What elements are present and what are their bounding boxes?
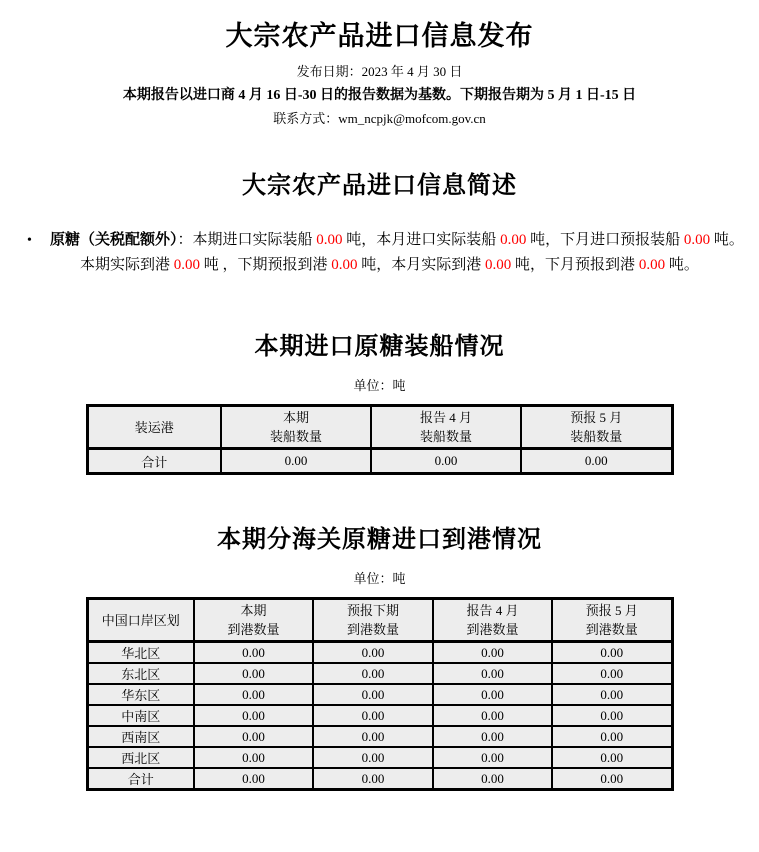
value-highlight: 0.00 [683, 232, 711, 248]
contact-label: 联系方式： [273, 111, 339, 126]
column-header-region: 中国口岸区划 [87, 599, 194, 642]
table-row [87, 642, 672, 664]
product-label: 原糖（关税配额外） [50, 232, 178, 248]
row-label: 华东区 [87, 684, 194, 705]
table-cell: 0.00 [433, 642, 552, 664]
summary-paragraph-1 [50, 228, 745, 253]
value-highlight: 0.00 [173, 257, 201, 273]
shipping-table [86, 404, 674, 475]
table-row [87, 684, 672, 705]
text-segment: 吨，下月预报到港 [511, 257, 639, 273]
text-segment: 吨 ，下期预报到港 [200, 257, 332, 273]
table-row [87, 449, 672, 474]
column-header-current: 本期 装船数量 [221, 406, 371, 449]
value-highlight: 0.00 [638, 257, 666, 273]
table-cell: 0.00 [313, 684, 433, 705]
contact-info [0, 108, 759, 127]
table-cell: 0.00 [313, 642, 433, 664]
column-header-forecast-may: 预报 5 月 到港数量 [552, 599, 672, 642]
arrival-unit-label: 单位：吨 [353, 571, 406, 586]
contact-email: wm_ncpjk@mofcom.gov.cn [338, 111, 486, 126]
table-cell: 0.00 [552, 684, 672, 705]
row-label: 华北区 [87, 642, 194, 664]
table-cell: 0.00 [552, 642, 672, 664]
text-segment: 本期实际到港 [80, 257, 174, 273]
bullet-icon: • [27, 233, 32, 248]
table-cell: 0.00 [433, 663, 552, 684]
table-cell: 0.00 [313, 705, 433, 726]
value-highlight: 0.00 [316, 232, 343, 248]
page-title: 大宗农产品进口信息发布 [225, 21, 534, 51]
arrival-table-header-row [87, 599, 672, 642]
table-cell: 0.00 [433, 747, 552, 768]
table-row [87, 747, 672, 768]
value-highlight: 0.00 [485, 257, 512, 273]
text-segment: 吨，本月实际到港 [357, 257, 486, 273]
table-cell: 0.00 [433, 684, 552, 705]
value-highlight: 0.00 [331, 257, 358, 273]
table-row [87, 705, 672, 726]
row-label: 中南区 [87, 705, 194, 726]
column-header-forecast-next: 预报下期 到港数量 [313, 599, 433, 642]
table-cell: 0.00 [552, 663, 672, 684]
text-segment: 吨，下月进口预报装船 [526, 232, 684, 248]
column-header-forecast-may: 预报 5 月 装船数量 [521, 406, 672, 449]
table-cell: 0.00 [433, 768, 552, 790]
document-page [0, 14, 759, 852]
summary-paragraph-2 [50, 253, 745, 278]
table-cell: 0.00 [194, 663, 313, 684]
shipping-table-heading: 本期进口原糖装船情况 [254, 334, 505, 360]
shipping-unit-label: 单位：吨 [353, 378, 406, 393]
table-cell: 0.00 [194, 768, 313, 790]
table-cell: 0.00 [221, 449, 371, 474]
row-label: 西南区 [87, 726, 194, 747]
shipping-table-header-row [87, 406, 672, 449]
table-cell: 0.00 [552, 768, 672, 790]
table-cell: 0.00 [194, 642, 313, 664]
column-header-current: 本期 到港数量 [194, 599, 313, 642]
row-label: 东北区 [87, 663, 194, 684]
arrival-table-heading: 本期分海关原糖进口到港情况 [217, 527, 542, 553]
summary-heading: 大宗农产品进口信息简述 [242, 173, 517, 199]
table-cell: 0.00 [194, 684, 313, 705]
row-label: 合计 [87, 449, 221, 474]
text-segment: 本期进口实际装船 [192, 232, 317, 248]
table-cell: 0.00 [521, 449, 672, 474]
summary-bullet [27, 228, 745, 278]
table-row [87, 768, 672, 790]
arrival-table [86, 597, 674, 791]
text-segment: 吨。 [665, 257, 699, 273]
text-segment: 吨。 [710, 232, 744, 248]
table-cell: 0.00 [313, 663, 433, 684]
table-cell: 0.00 [313, 726, 433, 747]
publish-date: 发布日期：2023 年 4 月 30 日 [296, 64, 463, 79]
row-label: 合计 [87, 768, 194, 790]
value-highlight: 0.00 [500, 232, 527, 248]
table-cell: 0.00 [552, 726, 672, 747]
column-header-report-apr: 报告 4 月 装船数量 [371, 406, 521, 449]
text-segment: 吨，本月进口实际装船 [342, 232, 501, 248]
label-colon: ： [177, 232, 193, 248]
table-cell: 0.00 [194, 705, 313, 726]
table-cell: 0.00 [313, 768, 433, 790]
table-cell: 0.00 [433, 726, 552, 747]
table-cell: 0.00 [194, 747, 313, 768]
column-header-report-apr: 报告 4 月 到港数量 [433, 599, 552, 642]
column-header-port: 装运港 [87, 406, 221, 449]
row-label: 西北区 [87, 747, 194, 768]
table-cell: 0.00 [371, 449, 521, 474]
table-cell: 0.00 [194, 726, 313, 747]
table-row [87, 663, 672, 684]
report-period-notice: 本期报告以进口商 4 月 16 日-30 日的报告数据为基数。下期报告期为 5 月 1 日-15 日 [122, 88, 637, 103]
table-row [87, 726, 672, 747]
table-cell: 0.00 [313, 747, 433, 768]
table-cell: 0.00 [552, 747, 672, 768]
table-cell: 0.00 [552, 705, 672, 726]
table-cell: 0.00 [433, 705, 552, 726]
